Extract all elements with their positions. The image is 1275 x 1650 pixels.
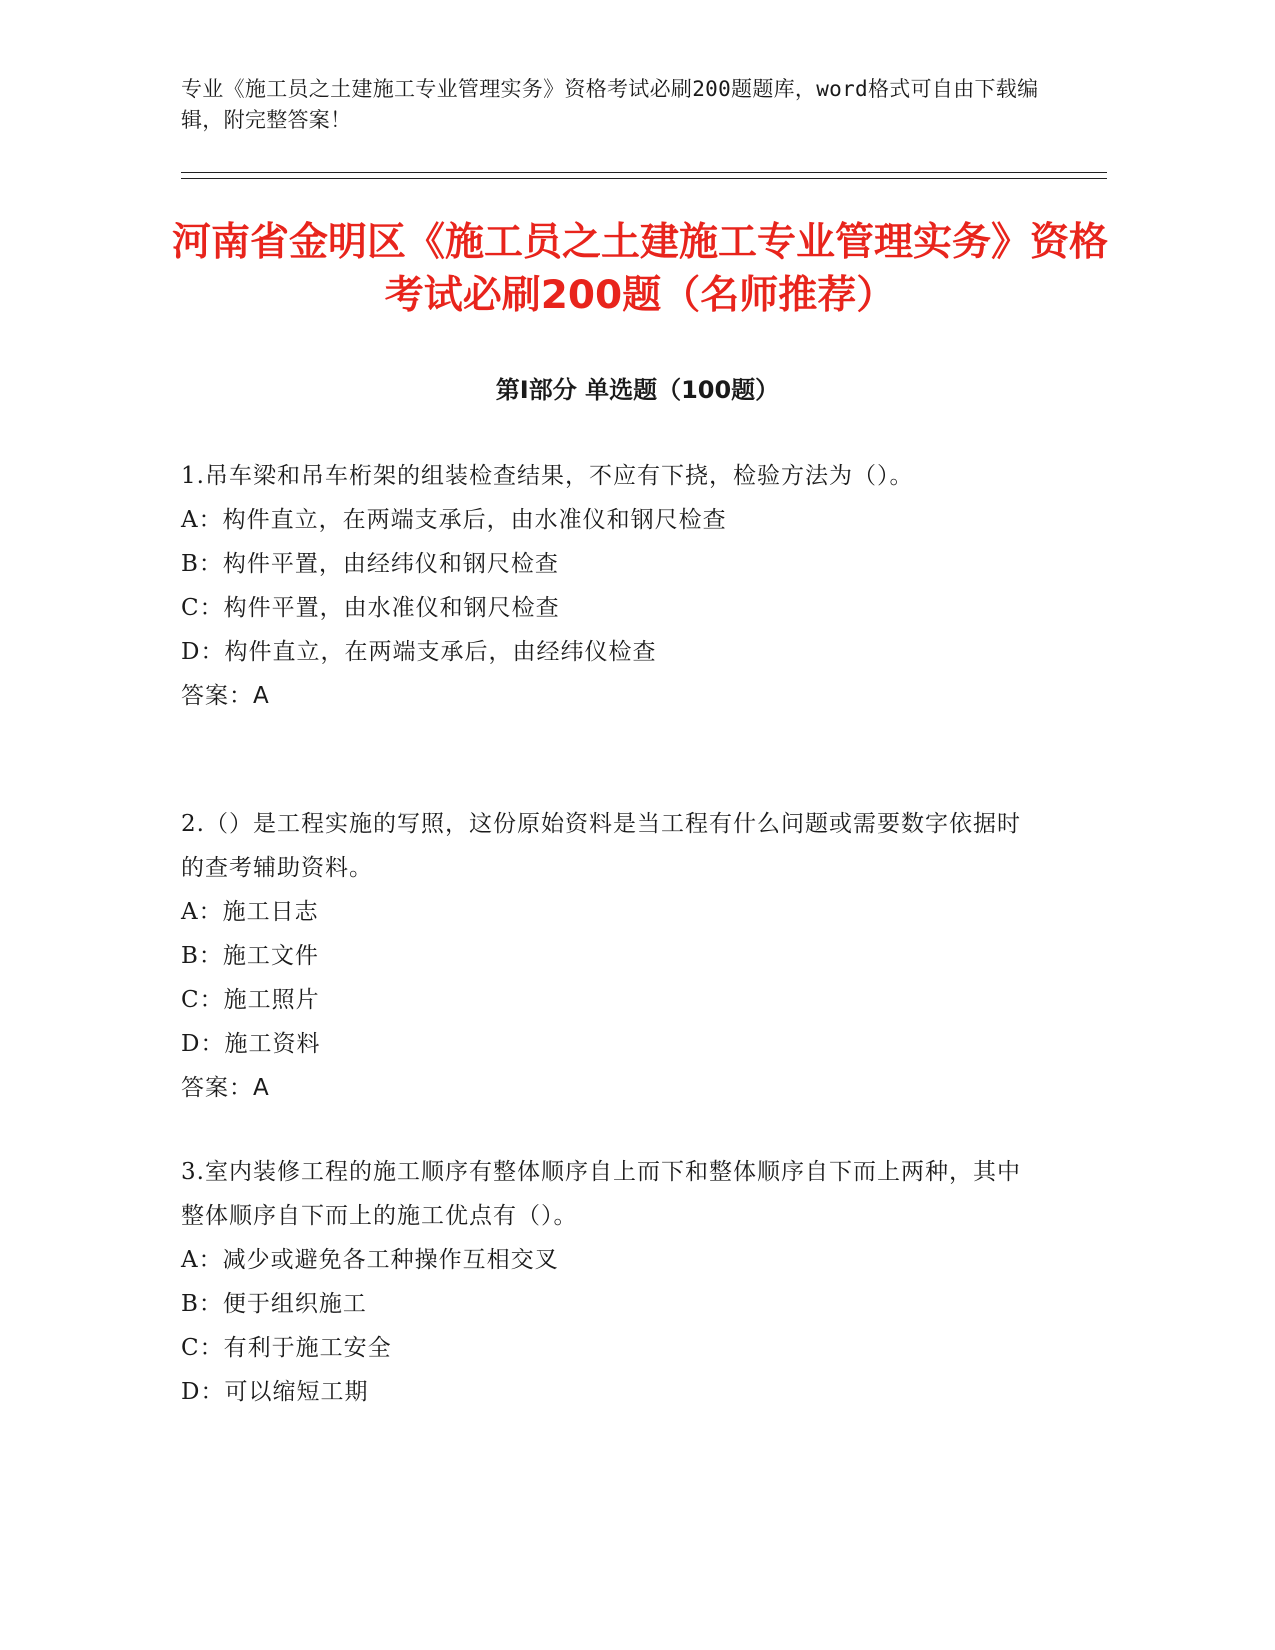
answer: 答案：A [181,683,270,709]
option-a: A：施工日志 [181,899,319,925]
question-2 [181,802,1041,1110]
option-d: D：构件直立，在两端支承后，由经纬仪检查 [181,639,657,665]
header-divider-top [181,172,1107,173]
option-c: C：有利于施工安全 [181,1335,392,1361]
header-divider-bottom [181,178,1107,179]
option-a: A：构件直立，在两端支承后，由水准仪和钢尺检查 [181,507,727,533]
option-b: B：施工文件 [181,943,319,969]
question-stem: 1.吊车梁和吊车桁架的组装检查结果，不应有下挠，检验方法为（）。 [181,463,914,489]
section-title: 第Ⅰ部分 单选题（100题） [495,376,780,404]
option-a: A：减少或避免各工种操作互相交叉 [181,1247,559,1273]
option-b: B：便于组织施工 [181,1291,367,1317]
option-d: D：可以缩短工期 [181,1379,369,1405]
answer: 答案：A [181,1075,270,1101]
header-note: 专业《施工员之土建施工专业管理实务》资格考试必刷200题题库，word格式可自由下载编辑，附完整答案！ [181,77,1039,132]
document-title: 河南省金明区《施工员之土建施工专业管理实务》资格考试必刷200题（名师推荐） [171,220,1108,318]
question-stem: 3.室内装修工程的施工顺序有整体顺序自上而下和整体顺序自下而上两种，其中整体顺序自下而上的施工优点有（）。 [181,1159,1021,1229]
option-c: C：施工照片 [181,987,320,1013]
option-c: C：构件平置，由水准仪和钢尺检查 [181,595,560,621]
question-3 [181,1150,1041,1414]
question-stem: 2.（）是工程实施的写照，这份原始资料是当工程有什么问题或需要数字依据时的查考辅助资料。 [181,811,1021,881]
question-1 [181,454,1041,718]
option-d: D：施工资料 [181,1031,321,1057]
option-b: B：构件平置，由经纬仪和钢尺检查 [181,551,559,577]
